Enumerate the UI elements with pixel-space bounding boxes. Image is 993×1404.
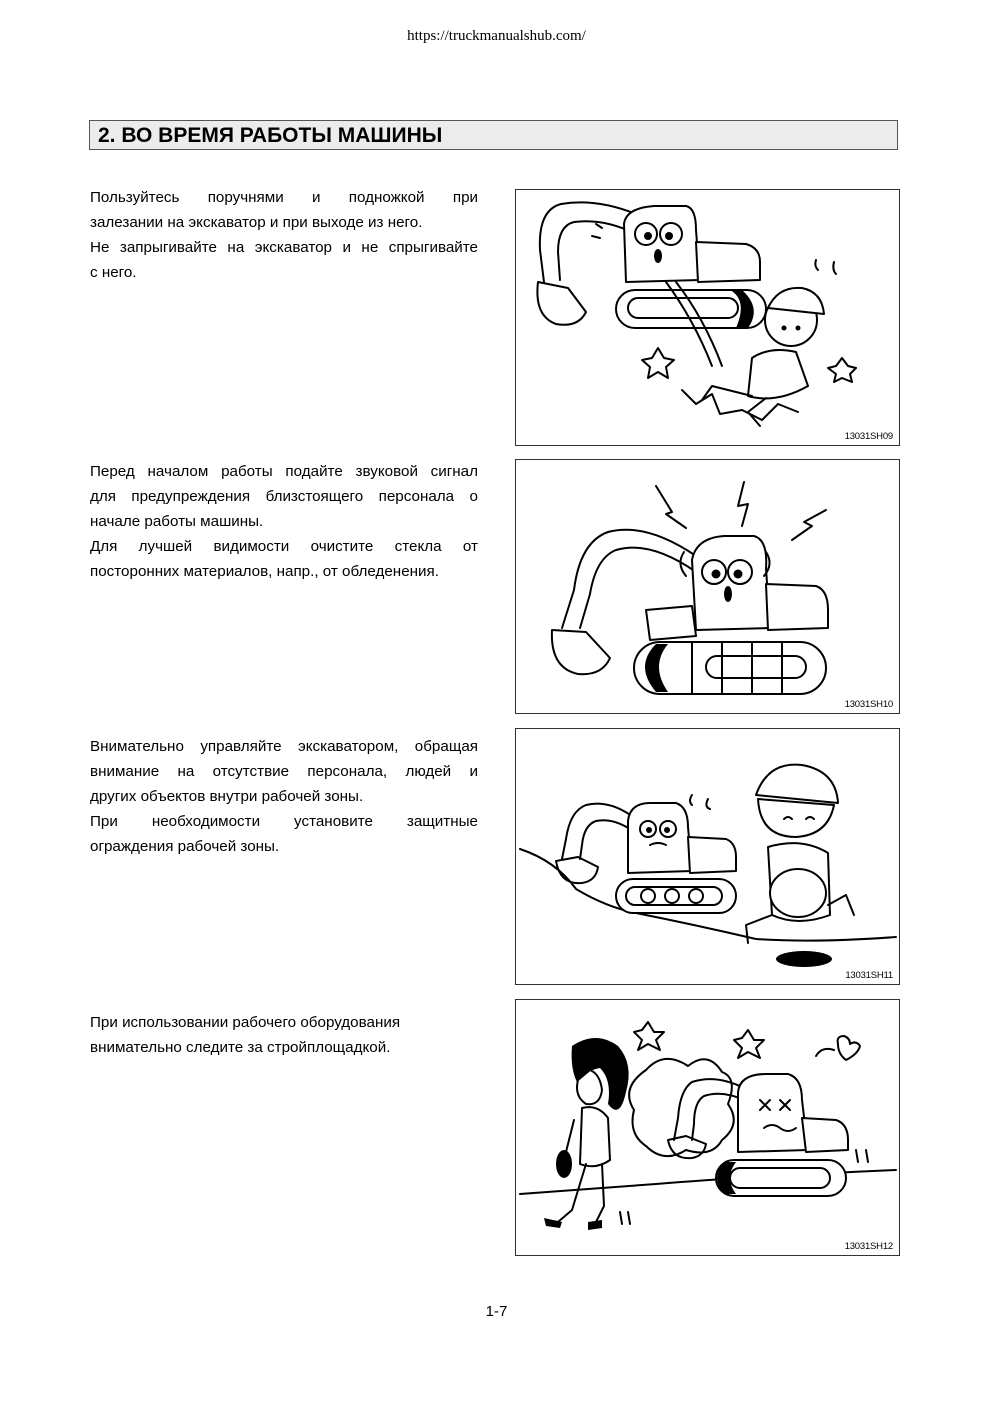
paragraph-4 — [90, 1010, 478, 1060]
figure-1 — [515, 189, 900, 446]
paragraph-1-line-2: залезании на экскаватор и при выходе из него. — [90, 214, 423, 231]
figure-4 — [515, 999, 900, 1256]
paragraph-3-line-1: Внимательно управляйте экскаватором, обращая — [90, 738, 478, 755]
figure-1-code: 13031SH09 — [844, 431, 893, 442]
paragraph-3-line-4: При необходимости установите защитные — [90, 813, 478, 830]
excavator-worker-falling-illustration — [516, 190, 900, 446]
paragraph-1-line-3: Не запрыгивайте на экскаватор и не спрыгивайте — [90, 239, 478, 256]
paragraph-2-line-1: Перед началом работы подайте звуковой сигнал — [90, 463, 478, 480]
source-url: https://truckmanualshub.com/ — [407, 28, 586, 44]
paragraph-1-line-1: Пользуйтесь поручнями и подножкой при — [90, 189, 478, 206]
section-title: 2. ВО ВРЕМЯ РАБОТЫ МАШИНЫ — [89, 120, 898, 150]
paragraph-3-line-5: ограждения рабочей зоны. — [90, 838, 280, 855]
page-number: 1-7 — [485, 1303, 508, 1320]
paragraph-3 — [90, 734, 478, 859]
excavator-horn-alert-illustration — [516, 460, 900, 714]
excavator-pedestrian-collision-illustration — [516, 1000, 900, 1256]
paragraph-2-line-3: начале работы машины. — [90, 513, 264, 530]
figure-3-code: 13031SH11 — [845, 970, 893, 981]
paragraph-3-line-3: других объектов внутри рабочей зоны. — [90, 788, 364, 805]
paragraph-1-line-4: с него. — [90, 264, 137, 281]
figure-3 — [515, 728, 900, 985]
paragraph-2 — [90, 459, 478, 584]
figure-4-code: 13031SH12 — [844, 1241, 893, 1252]
paragraph-1 — [90, 185, 478, 285]
paragraph-2-line-5: посторонних материалов, напр., от обледенения. — [90, 563, 439, 580]
figure-2-code: 13031SH10 — [844, 699, 893, 710]
paragraph-3-line-2: внимание на отсутствие персонала, людей и — [90, 763, 478, 780]
figure-2 — [515, 459, 900, 714]
paragraph-4-line-2: внимательно следите за стройплощадкой. — [90, 1039, 391, 1056]
paragraph-2-line-4: Для лучшей видимости очистите стекла от — [90, 538, 478, 555]
excavator-worker-hole-illustration — [516, 729, 900, 985]
paragraph-2-line-2: для предупреждения близстоящего персонала о — [90, 488, 478, 505]
paragraph-4-line-1: При использовании рабочего оборудования — [90, 1014, 401, 1031]
